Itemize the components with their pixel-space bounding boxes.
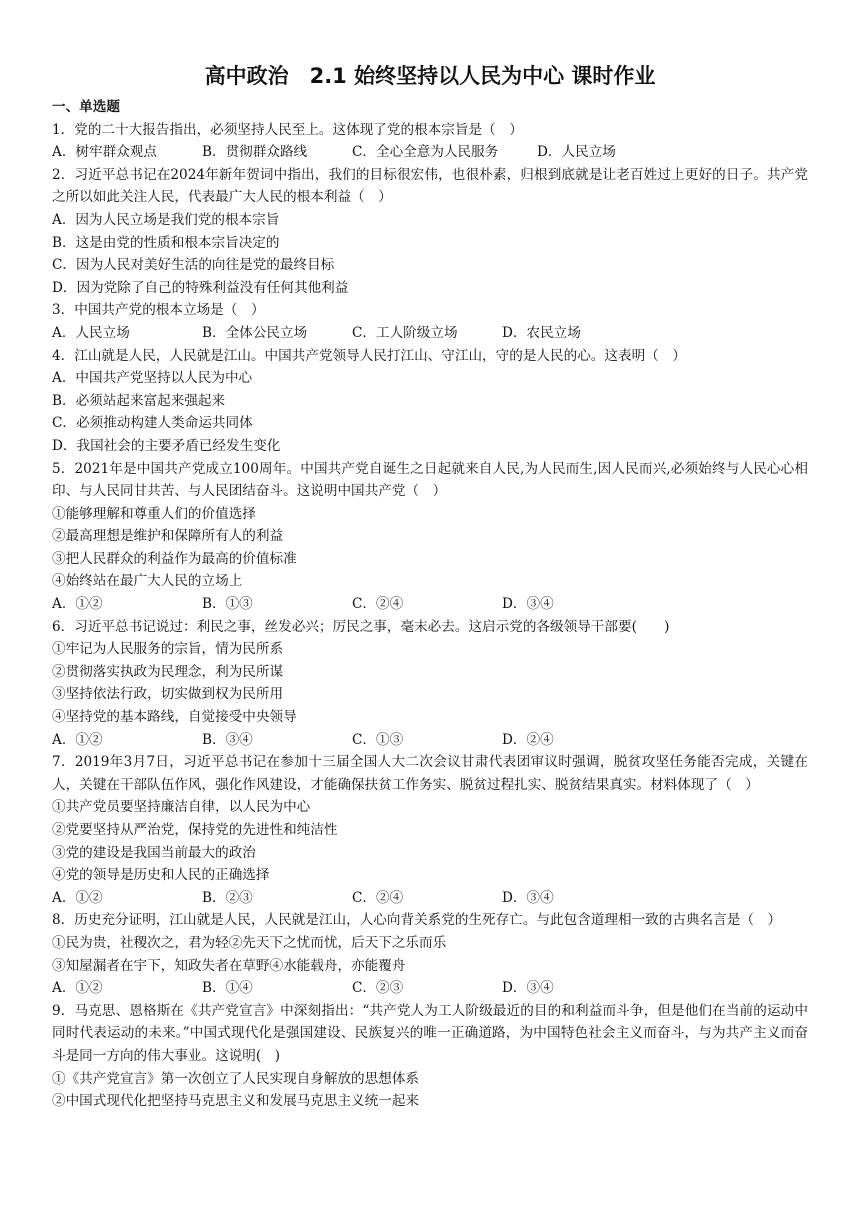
q7-statement-1: ①共产党员要坚持廉洁自律，以人民为中心 <box>52 799 311 816</box>
q6-option-c: C．①③ <box>352 731 404 748</box>
q2-option-d: D．因为党除了自己的特殊利益没有任何其他利益 <box>52 279 349 296</box>
q6-statement-1: ①牢记为人民服务的宗旨，情为民所系 <box>52 641 284 658</box>
question-7-stem: 7．2019年3月7日，习近平总书记在参加十三届全国人大二次会议甘肃代表团审议时强调，脱贫攻坚任务能否完成，关键在人，关键在干部队伍作风，强化作风建设，才能确保扶贫工作务实、脱贫过程扎实、脱贫结果真实。材料体现了（ ） <box>52 754 808 793</box>
q2-option-a: A．因为人民立场是我们党的根本宗旨 <box>52 211 280 228</box>
question-4-stem: 4．江山就是人民，人民就是江山。中国共产党领导人民打江山、守江山，守的是人民的心。这表明（ ） <box>52 347 686 364</box>
question-6-stem: 6．习近平总书记说过：利民之事，丝发必兴；厉民之事，毫末必去。这启示党的各级领导干部要( ) <box>52 618 670 635</box>
q8-option-d: D．③④ <box>502 980 554 997</box>
q9-statement-1: ①《共产党宣言》第一次创立了人民实现自身解放的思想体系 <box>52 1070 420 1087</box>
q3-option-c: C．工人阶级立场 <box>352 324 458 341</box>
q5-statement-4: ④始终站在最广大人民的立场上 <box>52 573 243 590</box>
q3-option-b: B．全体公民立场 <box>202 324 308 341</box>
question-1-stem: 1．党的二十大报告指出，必须坚持人民至上。这体现了党的根本宗旨是（ ） <box>52 121 523 138</box>
q6-statement-3: ③坚持依法行政，切实做到权为民所用 <box>52 686 284 703</box>
q7-statement-4: ④党的领导是历史和人民的正确选择 <box>52 867 270 884</box>
question-6-options <box>52 729 808 752</box>
q5-statement-1: ①能够理解和尊重人们的价值选择 <box>52 505 256 522</box>
q9-statement-2: ②中国式现代化把坚持马克思主义和发展马克思主义统一起来 <box>52 1093 420 1110</box>
q2-option-b: B．这是由党的性质和根本宗旨决定的 <box>52 234 280 251</box>
q5-statement-2: ②最高理想是维护和保障所有人的利益 <box>52 528 284 545</box>
document-title: 高中政治 2.1 始终坚持以人民为中心 课时作业 <box>204 64 656 88</box>
q7-option-a: A．①② <box>52 889 103 906</box>
question-5-stem: 5．2021年是中国共产党成立100周年。中国共产党自诞生之日起就来自人民,为人民而生,因人民而兴,必须始终与人民心心相印、与人民同甘共苦、与人民团结奋斗。这说明中国共产党（ ） <box>52 460 808 500</box>
q6-option-a: A．①② <box>52 731 103 748</box>
q5-statement-3: ③把人民群众的利益作为最高的价值标准 <box>52 550 297 567</box>
q6-option-d: D．②④ <box>502 731 554 748</box>
q5-option-a: A．①② <box>52 596 103 613</box>
q2-option-c: C．因为人民对美好生活的向往是党的最终目标 <box>52 257 335 274</box>
q1-option-d: D．人民立场 <box>537 144 616 161</box>
section-heading: 一、单选题 <box>52 99 120 115</box>
q7-statement-3: ③党的建设是我国当前最大的政治 <box>52 844 256 861</box>
q4-option-b: B．必须站起来富起来强起来 <box>52 392 226 409</box>
q6-statement-4: ④坚持党的基本路线，自觉接受中央领导 <box>52 709 297 726</box>
q8-option-b: B．①④ <box>202 980 253 997</box>
question-9-stem: 9．马克思、恩格斯在《共产党宣言》中深刻指出：“共产党人为工人阶级最近的目的和利益而斗争，但是他们在当前的运动中同时代表运动的未来。”中国式现代化是强国建设、民族复兴的唯一正确道路，为中国特色社会主义而奋斗，与为共产主义而奋斗是同一方向的伟大事业。这说明( ) <box>52 1002 808 1064</box>
q7-option-d: D．③④ <box>502 889 554 906</box>
q1-option-b: B．贯彻群众路线 <box>202 144 308 161</box>
question-5-options <box>52 593 808 616</box>
q5-option-c: C．②④ <box>352 596 404 613</box>
q7-option-c: C．②④ <box>352 889 404 906</box>
question-8-options <box>52 977 808 1000</box>
question-3-options <box>52 322 808 345</box>
q1-option-a: A．树牢群众观点 <box>52 144 157 161</box>
q7-statement-2: ②党要坚持从严治党，保持党的先进性和纯洁性 <box>52 822 338 838</box>
question-1-options <box>52 141 808 164</box>
q8-statement-3-4: ③知屋漏者在宇下，知政失者在草野④水能载舟，亦能覆舟 <box>52 957 406 974</box>
q6-option-b: B．③④ <box>202 731 253 748</box>
q8-option-a: A．①② <box>52 980 103 997</box>
q4-option-a: A．中国共产党坚持以人民为中心 <box>52 370 253 387</box>
q4-option-d: D．我国社会的主要矛盾已经发生变化 <box>52 437 281 454</box>
q5-option-d: D．③④ <box>502 596 554 613</box>
q5-option-b: B．①③ <box>202 596 253 613</box>
q8-statement-1-2: ①民为贵，社稷次之，君为轻②先天下之忧而忧，后天下之乐而乐 <box>52 934 447 951</box>
q1-option-c: C．全心全意为人民服务 <box>352 144 499 161</box>
q8-option-c: C．②③ <box>352 980 404 997</box>
question-3-stem: 3．中国共产党的根本立场是（ ） <box>52 302 265 319</box>
q3-option-a: A．人民立场 <box>52 324 130 341</box>
q4-option-c: C．必须推动构建人类命运共同体 <box>52 415 253 432</box>
question-2-stem: 2．习近平总书记在2024年新年贺词中指出，我们的目标很宏伟，也很朴素，归根到底就是让老百姓过上更好的日子。共产党之所以如此关注人民，代表最广大人民的根本利益（ ） <box>52 166 808 206</box>
question-7-options <box>52 887 808 910</box>
q6-statement-2: ②贯彻落实执政为民理念，利为民所谋 <box>52 663 284 680</box>
q3-option-d: D．农民立场 <box>502 324 581 341</box>
question-8-stem: 8．历史充分证明，江山就是人民，人民就是江山，人心向背关系党的生死存亡。与此包含道理相一致的古典名言是（ ） <box>52 912 782 929</box>
q7-option-b: B．②③ <box>202 889 253 906</box>
